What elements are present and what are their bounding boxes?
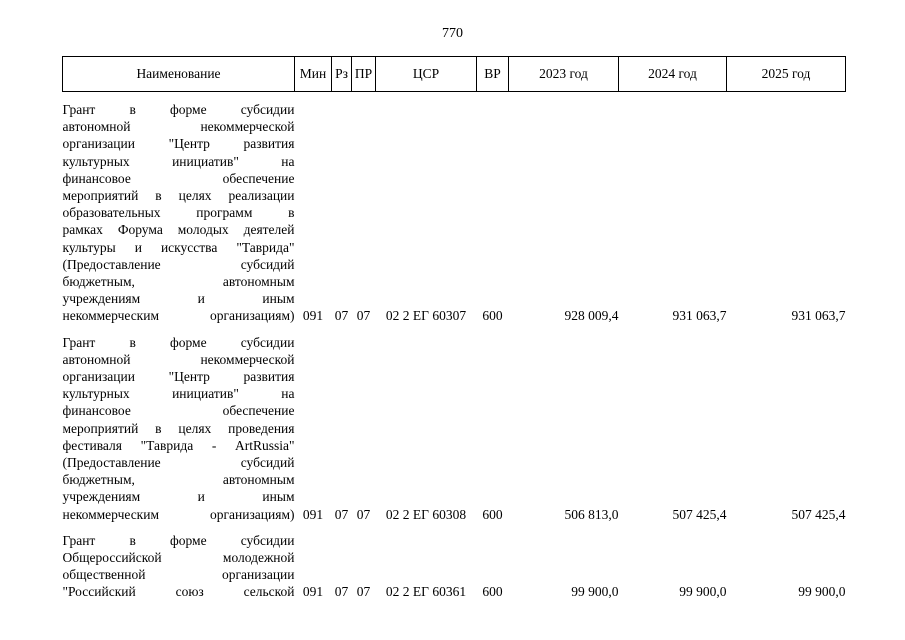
page-number: 770 bbox=[442, 26, 463, 41]
row-name-line: учреждениям и иным bbox=[62, 489, 295, 505]
table-header-row bbox=[63, 57, 846, 92]
row-2023: 506 813,0 bbox=[564, 506, 619, 522]
row-name-line: финансовое обеспечение bbox=[62, 403, 295, 419]
row-name-line: мероприятий в целях реализации bbox=[62, 188, 295, 204]
row-2023: 99 900,0 bbox=[571, 584, 619, 600]
row-2025: 99 900,0 bbox=[798, 584, 846, 600]
row-csr: 02 2 ЕГ 60308 bbox=[385, 506, 467, 522]
row-min: 091 bbox=[302, 308, 324, 324]
row-csr: 02 2 ЕГ 60307 bbox=[385, 308, 467, 324]
row-name-line: фестиваля "Таврида - ArtRussia" bbox=[62, 437, 295, 453]
row-min: 091 bbox=[302, 506, 324, 522]
row-name-line: организации "Центр развития bbox=[62, 369, 295, 385]
row-2025: 507 425,4 bbox=[791, 506, 846, 522]
table-row bbox=[63, 325, 846, 523]
header-vr: ВР bbox=[477, 57, 509, 92]
row-name-text bbox=[63, 325, 295, 523]
row-name-line: автономной некоммерческой bbox=[62, 351, 295, 367]
row-vr: 600 bbox=[482, 506, 503, 522]
row-name-line: (Предоставление субсидий bbox=[62, 256, 295, 272]
row-name-line: учреждениям и иным bbox=[62, 291, 295, 307]
row-rz: 07 bbox=[334, 308, 349, 324]
row-rz: 07 bbox=[334, 584, 349, 600]
row-name-line: Грант в форме субсидии bbox=[62, 334, 295, 350]
header-pr: ПР bbox=[352, 57, 376, 92]
row-name bbox=[63, 92, 295, 325]
row-pr: 07 bbox=[356, 584, 371, 600]
row-rz: 07 bbox=[334, 506, 349, 522]
header-rz: Рз bbox=[332, 57, 352, 92]
row-name-line: общественной организации bbox=[62, 567, 295, 583]
row-name-line: бюджетным, автономным bbox=[62, 274, 295, 290]
row-2024: 507 425,4 bbox=[672, 506, 727, 522]
header-2025: 2025 год bbox=[727, 57, 846, 92]
row-pr: 07 bbox=[356, 308, 371, 324]
row-2024: 99 900,0 bbox=[679, 584, 727, 600]
row-name bbox=[63, 325, 295, 523]
row-name-line: рамках Форума молодых деятелей bbox=[62, 222, 295, 238]
header-csr: ЦСР bbox=[376, 57, 477, 92]
row-name-line: финансовое обеспечение bbox=[62, 170, 295, 186]
row-name-line: (Предоставление субсидий bbox=[62, 455, 295, 471]
row-2025: 931 063,7 bbox=[791, 308, 846, 324]
row-name-line: "Российский союз сельской bbox=[62, 584, 295, 600]
row-name-line: культурных инициатив" на bbox=[62, 153, 295, 169]
table-row bbox=[63, 523, 846, 601]
row-name-line: мероприятий в целях проведения bbox=[62, 420, 295, 436]
table-row bbox=[63, 92, 846, 325]
row-pr: 07 bbox=[356, 506, 371, 522]
row-name-line: автономной некоммерческой bbox=[62, 119, 295, 135]
row-name-line: некоммерческим организациям) bbox=[62, 308, 295, 324]
row-name-line: Общероссийской молодежной bbox=[62, 550, 295, 566]
row-name-line: образовательных программ в bbox=[62, 205, 295, 221]
row-name-line: некоммерческим организациям) bbox=[62, 506, 295, 522]
row-name-text bbox=[63, 92, 295, 325]
header-name: Наименование bbox=[63, 57, 295, 92]
row-name bbox=[63, 523, 295, 601]
row-csr: 02 2 ЕГ 60361 bbox=[385, 584, 467, 600]
row-name-line: организации "Центр развития bbox=[62, 136, 295, 152]
row-name-text bbox=[63, 523, 295, 601]
header-min: Мин bbox=[295, 57, 332, 92]
row-name-line: Грант в форме субсидии bbox=[62, 532, 295, 548]
row-2024: 931 063,7 bbox=[672, 308, 727, 324]
header-2023: 2023 год bbox=[509, 57, 619, 92]
header-2024: 2024 год bbox=[619, 57, 727, 92]
row-vr: 600 bbox=[482, 308, 503, 324]
row-name-line: культуры и искусства "Таврида" bbox=[62, 239, 295, 255]
table-body bbox=[63, 92, 846, 601]
budget-table bbox=[62, 56, 846, 601]
row-2023: 928 009,4 bbox=[564, 308, 619, 324]
row-name-line: культурных инициатив" на bbox=[62, 386, 295, 402]
row-vr: 600 bbox=[482, 584, 503, 600]
row-name-line: Грант в форме субсидии bbox=[62, 102, 295, 117]
row-name-line: бюджетным, автономным bbox=[62, 472, 295, 488]
row-min: 091 bbox=[302, 584, 324, 600]
